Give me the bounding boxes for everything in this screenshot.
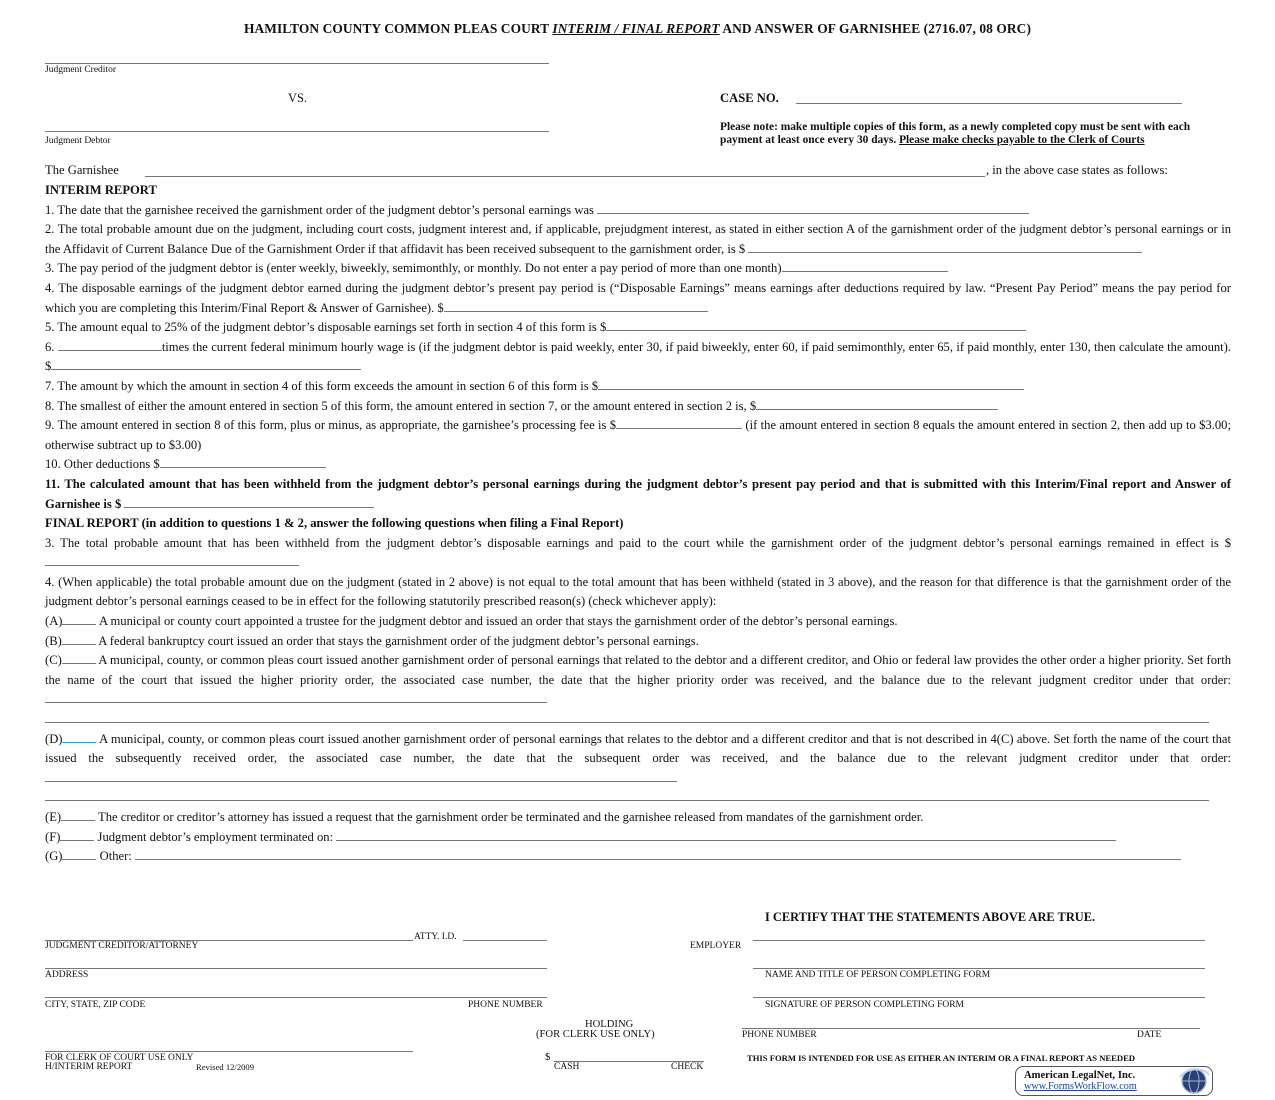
q4-field[interactable] <box>444 311 708 312</box>
interim-heading: INTERIM REPORT <box>45 183 157 197</box>
phone-left-label: PHONE NUMBER <box>468 1000 543 1010</box>
interim-q7: 7. The amount by which the amount in section 4 of this form exceeds the amount in section 6 of this form is $ <box>45 377 1231 397</box>
debtor-line[interactable] <box>45 131 549 132</box>
address-line[interactable] <box>45 968 547 969</box>
form-title: HAMILTON COUNTY COMMON PLEAS COURT INTERIM / FINAL REPORT AND ANSWER OF GARNISHEE (2716.07, 08 ORC) <box>243 21 1032 36</box>
reason-d-checkbox[interactable] <box>62 742 96 743</box>
reason-e: (E) The creditor or creditor’s attorney has issued a request that the garnishment order be terminated and the garnishee released from mandates of the garnishment order. <box>45 810 924 824</box>
interim-report <box>45 181 1231 867</box>
final-q3: 3. The total probable amount that has been withheld from the judgment debtor’s disposable earnings and paid to the court while the garnishment order of the judgment debtor’s personal earnings remained in effect is $ <box>45 534 1231 573</box>
payable-note: Please make checks payable to the Clerk of Courts <box>899 133 1145 146</box>
city-state-zip-line[interactable] <box>45 997 547 998</box>
q6-multiplier-field[interactable] <box>58 350 162 351</box>
signature-label: SIGNATURE OF PERSON COMPLETING FORM <box>765 1000 964 1010</box>
q7-field[interactable] <box>598 389 1024 390</box>
clerk-use-label: FOR CLERK OF COURT USE ONLY <box>45 1053 194 1063</box>
q3-field[interactable] <box>782 271 948 272</box>
date-label: DATE <box>1137 1030 1162 1040</box>
interim-q10: 10. Other deductions $ <box>45 455 1231 475</box>
q1-field[interactable] <box>597 213 1029 214</box>
employer-line[interactable] <box>753 940 1205 941</box>
vs-label: VS. <box>288 91 307 105</box>
name-title-line[interactable] <box>753 968 1205 969</box>
intended-notice: THIS FORM IS INTENDED FOR USE AS EITHER AN INTERIM OR A FINAL REPORT AS NEEDED <box>747 1053 1136 1063</box>
name-title-label: NAME AND TITLE OF PERSON COMPLETING FORM <box>765 970 991 980</box>
reason-f-field[interactable] <box>336 840 1116 841</box>
interim-q4: 4. The disposable earnings of the judgment debtor earned during the judgment debtor’s present pay period is (“Disposable Earnings” means earnings after deductions required by law. “Present Pay Period” means the pay period for which you are completing this Interim/Final Report & Answer of Garnishee). $ <box>45 280 1231 315</box>
clerk-only-label: (FOR CLERK USE ONLY) <box>536 1029 655 1040</box>
check-label: CHECK <box>671 1062 704 1072</box>
creditor-line[interactable] <box>45 63 549 64</box>
reason-a: (A) A municipal or county court appointed a trustee for the judgment debtor and issued an order that stays the garnishment order of the debtor’s personal earnings. <box>45 614 898 629</box>
garnishee-suffix: , in the above case states as follows: <box>986 163 1168 177</box>
reason-c-checkbox[interactable] <box>62 663 96 664</box>
american-legalnet-logo[interactable] <box>1015 1066 1213 1096</box>
form-id-label: H/INTERIM REPORT <box>45 1062 133 1072</box>
interim-q2: 2. The total probable amount due on the judgment, including court costs, judgment interest and, if applicable, prejudgment interest, as stated in either section A of the garnishment order of the judgment debtor’s personal earnings or in the Affidavit of Current Balance Due of the Garnishment Order if that affidavit has been received subsequent to the garnishment order, is $ <box>45 222 1231 256</box>
logo-url-link[interactable]: www.FormsWorkFlow.com <box>1024 1081 1137 1092</box>
garnishee-label: The Garnishee <box>45 163 119 177</box>
reason-c-field[interactable] <box>45 702 547 703</box>
phone-right-label: PHONE NUMBER <box>742 1030 817 1040</box>
q11-field[interactable] <box>124 507 374 508</box>
clerk-use-line[interactable] <box>45 1051 413 1052</box>
interim-q8: 8. The smallest of either the amount entered in section 5 of this form, the amount entered in section 7, or the amount entered in section 2 is, $ <box>45 397 1231 417</box>
q8-field[interactable] <box>756 409 998 410</box>
certify-statement: I CERTIFY THAT THE STATEMENTS ABOVE ARE TRUE. <box>765 910 1096 924</box>
q2-field[interactable] <box>748 252 1142 253</box>
garnishee-line[interactable] <box>145 176 985 177</box>
interim-q9: 9. The amount entered in section 8 of this form, plus or minus, as appropriate, the garnishee’s processing fee is $ (if the amount entered in section 8 equals the amount entered in section 2, then add up to $3.00; otherwise subtract up to $3.00) <box>45 418 1231 452</box>
interim-q6: 6. times the current federal minimum hourly wage is (if the judgment debtor is paid weekly, enter 30, if paid biweekly, enter 60, if paid semimonthly, enter 65, if paid monthly, enter 130, then calculate the amount). $ <box>45 339 1232 374</box>
reason-d-field-2[interactable] <box>45 800 1209 801</box>
payment-note: Please note: make multiple copies of this form, as a newly completed copy must be sent with each payment at least once every 30 days. Please make checks payable to the Clerk of Courts <box>720 121 1191 146</box>
creditor-attorney-label: JUDGMENT CREDITOR/ATTORNEY <box>45 941 199 951</box>
q10-field[interactable] <box>160 467 326 468</box>
reason-d-field[interactable] <box>45 781 677 782</box>
reason-g-field[interactable] <box>135 859 1181 860</box>
holding-label: HOLDING <box>585 1019 634 1030</box>
q6-field[interactable] <box>51 369 361 370</box>
reason-c: (C) A municipal, county, or common pleas court issued another garnishment order of personal earnings that related to the debtor and a different creditor, and Ohio or federal law provides the other order a higher priority. Set forth the name of the court that issued the higher priority order, the associated case number, the date that the higher priority order was received, and the balance due to the relevant judgment creditor under that order: <box>45 651 1231 710</box>
globe-icon <box>1176 1065 1210 1095</box>
interim-q3: 3. The pay period of the judgment debtor is (enter weekly, biweekly, semimonthly, or monthly. Do not enter a pay period of more than one month) <box>45 259 1231 279</box>
interim-q1: 1. The date that the garnishee received the garnishment order of the judgment debtor’s personal earnings was <box>45 201 1231 221</box>
reason-f: (F) Judgment debtor’s employment terminated on: <box>45 828 1231 848</box>
atty-id-label: ATTY. I.D. <box>414 932 457 942</box>
final-q3-field[interactable] <box>45 565 299 566</box>
dollar-sign: $ <box>545 1052 551 1063</box>
cash-label: CASH <box>554 1062 580 1072</box>
q9-field[interactable] <box>616 428 742 429</box>
reason-g: (G) Other: <box>45 847 1231 867</box>
reason-c-field-2[interactable] <box>45 722 1209 723</box>
case-no-line[interactable] <box>796 103 1182 104</box>
final-heading: FINAL REPORT (in addition to questions 1 & 2, answer the following questions when filing a Final Report) <box>45 516 624 531</box>
signature-line[interactable] <box>753 997 1205 998</box>
reason-f-checkbox[interactable] <box>60 840 94 841</box>
case-no-label: CASE NO. <box>720 91 779 105</box>
reason-a-checkbox[interactable] <box>62 624 96 625</box>
interim-q5: 5. The amount equal to 25% of the judgment debtor’s disposable earnings set forth in section 4 of this form is $ <box>45 318 1231 338</box>
q5-field[interactable] <box>606 330 1026 331</box>
reason-b: (B) A federal bankruptcy court issued an order that stays the garnishment order of the judgment debtor’s personal earnings. <box>45 633 699 648</box>
address-label: ADDRESS <box>45 970 89 980</box>
interim-q11: 11. The calculated amount that has been withheld from the judgment debtor’s personal earnings during the judgment debtor’s present pay period and that is submitted with this Interim/Final report and Answer of Garnishee is $ <box>45 476 1231 511</box>
revised-label: Revised 12/2009 <box>196 1062 255 1072</box>
debtor-label: Judgment Debtor <box>45 136 111 146</box>
reason-b-checkbox[interactable] <box>62 644 96 645</box>
reason-c-continuation <box>45 710 1231 730</box>
reason-e-checkbox[interactable] <box>61 820 95 821</box>
final-q4: 4. (When applicable) the total probable amount due on the judgment (stated in 2 above) is not equal to the total amount that has been withheld (stated in 3 above), and the reason for that difference is that the garnishment order of the judgment debtor’s personal earnings ceased to be in effect for the following statutorily prescribed reason(s) (check whichever apply): <box>45 574 1231 609</box>
atty-id-line[interactable] <box>463 940 547 941</box>
city-state-zip-label: CITY, STATE, ZIP CODE <box>45 1000 146 1010</box>
creditor-label: Judgment Creditor <box>45 65 116 75</box>
reason-d: (D) A municipal, county, or common pleas court issued another garnishment order of personal earnings that relates to the debtor and a different creditor and that is not described in 4(C) above. Set forth the name of the court that issued the subsequently received order, the associated case number, the date that the subsequent order was received, and the balance due to the relevant judgment creditor under that order: <box>45 730 1231 789</box>
logo-company-name: American LegalNet, Inc. <box>1024 1070 1136 1081</box>
title-emphasis: INTERIM / FINAL REPORT <box>552 21 720 36</box>
reason-g-checkbox[interactable] <box>62 859 96 860</box>
employer-label: EMPLOYER <box>690 941 742 951</box>
phone-date-line[interactable] <box>742 1028 1200 1029</box>
reason-d-continuation <box>45 788 1231 808</box>
